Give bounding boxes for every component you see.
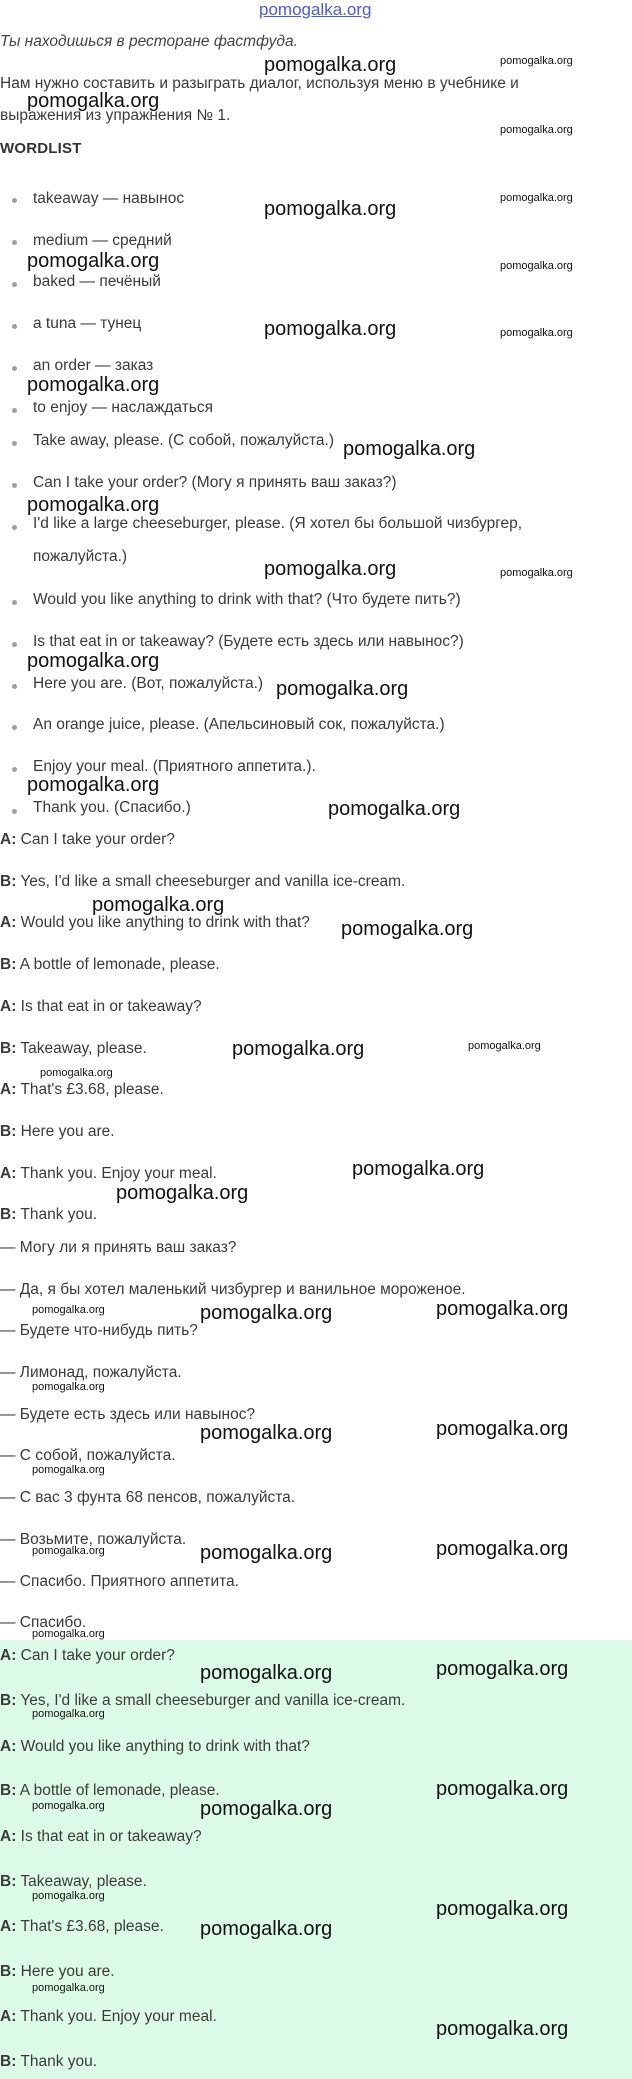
list-item: Thank you. (Спасибо.) bbox=[33, 799, 191, 816]
task-title: Ты находишься в ресторане фастфуда. bbox=[0, 33, 298, 50]
bullet bbox=[12, 767, 17, 772]
watermark: pomogalka.org bbox=[32, 1890, 105, 1902]
translation-line: — Могу ли я принять ваш заказ? bbox=[0, 1239, 237, 1256]
bullet bbox=[12, 483, 17, 488]
bullet bbox=[12, 408, 17, 413]
dialogue-line: A: Is that eat in or takeaway? bbox=[0, 998, 202, 1015]
translation-line: — Спасибо. Приятного аппетита. bbox=[0, 1573, 239, 1590]
watermark: pomogalka.org bbox=[27, 250, 160, 272]
watermark: pomogalka.org bbox=[436, 2018, 569, 2040]
watermark: pomogalka.org bbox=[200, 1662, 333, 1684]
list-item: Would you like anything to drink with that? (Что будете пить?) bbox=[33, 591, 461, 608]
bullet bbox=[12, 684, 17, 689]
watermark: pomogalka.org bbox=[32, 1304, 105, 1316]
translation-line: — С вас 3 фунта 68 пенсов, пожалуйста. bbox=[0, 1489, 296, 1506]
dialogue-line: B: Here you are. bbox=[0, 1123, 115, 1140]
watermark: pomogalka.org bbox=[436, 1538, 569, 1560]
watermark: pomogalka.org bbox=[341, 918, 474, 940]
watermark: pomogalka.org bbox=[200, 1302, 333, 1324]
dialogue-line: B: Thank you. bbox=[0, 2053, 98, 2070]
watermark: pomogalka.org bbox=[232, 1038, 365, 1060]
bullet bbox=[12, 198, 17, 203]
translation-line: — Возьмите, пожалуйста. bbox=[0, 1531, 187, 1548]
bullet bbox=[12, 525, 17, 530]
dialogue-line: A: Would you like anything to drink with that? bbox=[0, 914, 310, 931]
watermark: pomogalka.org bbox=[200, 1798, 333, 1820]
watermark: pomogalka.org bbox=[500, 124, 573, 136]
translation-line: — Спасибо. bbox=[0, 1614, 87, 1631]
dialogue-line: A: Would you like anything to drink with that? bbox=[0, 1738, 310, 1755]
watermark: pomogalka.org bbox=[468, 1040, 541, 1052]
translation-line: — Будете что-нибудь пить? bbox=[0, 1322, 198, 1339]
list-item-continuation: пожалуйста.) bbox=[33, 548, 128, 565]
translation-line: — С собой, пожалуйста. bbox=[0, 1447, 176, 1464]
watermark: pomogalka.org bbox=[352, 1158, 485, 1180]
bullet bbox=[12, 366, 17, 371]
site-link[interactable]: pomogalka.org bbox=[259, 0, 372, 19]
watermark: pomogalka.org bbox=[27, 650, 160, 672]
watermark: pomogalka.org bbox=[436, 1298, 569, 1320]
watermark: pomogalka.org bbox=[436, 1658, 569, 1680]
list-item: a tuna — тунец bbox=[33, 315, 142, 332]
list-item: Can I take your order? (Могу я принять ваш заказ?) bbox=[33, 474, 397, 491]
list-item: Take away, please. (С собой, пожалуйста.) bbox=[33, 432, 335, 449]
dialogue-line: B: Yes, I'd like a small cheeseburger and vanilla ice-cream. bbox=[0, 873, 406, 890]
watermark: pomogalka.org bbox=[500, 260, 573, 272]
dialogue-line: B: Takeaway, please. bbox=[0, 1040, 147, 1057]
bullet bbox=[12, 809, 17, 814]
dialogue-line: B: A bottle of lemonade, please. bbox=[0, 1782, 220, 1799]
watermark: pomogalka.org bbox=[27, 374, 160, 396]
dialogue-line: A: Thank you. Enjoy your meal. bbox=[0, 2008, 217, 2025]
list-item: Here you are. (Вот, пожалуйста.) bbox=[33, 675, 264, 692]
watermark: pomogalka.org bbox=[328, 798, 461, 820]
list-item: an order — заказ bbox=[33, 357, 154, 374]
watermark: pomogalka.org bbox=[436, 1898, 569, 1920]
bullet bbox=[12, 725, 17, 730]
watermark: pomogalka.org bbox=[436, 1778, 569, 1800]
watermark: pomogalka.org bbox=[343, 438, 476, 460]
watermark: pomogalka.org bbox=[92, 894, 225, 916]
translation-line: — Будете есть здесь или навынос? bbox=[0, 1406, 256, 1423]
list-item: Enjoy your meal. (Приятного аппетита.). bbox=[33, 758, 316, 775]
watermark: pomogalka.org bbox=[32, 1800, 105, 1812]
dialogue-line: A: Thank you. Enjoy your meal. bbox=[0, 1165, 217, 1182]
list-item: takeaway — навынос bbox=[33, 190, 185, 207]
watermark: pomogalka.org bbox=[32, 1545, 105, 1557]
watermark: pomogalka.org bbox=[276, 678, 409, 700]
watermark: pomogalka.org bbox=[264, 198, 397, 220]
task-text-line1: Нам нужно составить и разыграть диалог, используя меню в учебнике и bbox=[0, 75, 519, 92]
watermark: pomogalka.org bbox=[27, 90, 160, 112]
dialogue-line: A: That's £3.68, please. bbox=[0, 1081, 164, 1098]
watermark: pomogalka.org bbox=[200, 1422, 333, 1444]
watermark: pomogalka.org bbox=[264, 318, 397, 340]
bullet bbox=[12, 240, 17, 245]
dialogue-line: A: That's £3.68, please. bbox=[0, 1918, 164, 1935]
watermark: pomogalka.org bbox=[200, 1918, 333, 1940]
watermark: pomogalka.org bbox=[32, 1982, 105, 1994]
dialogue-line: B: Here you are. bbox=[0, 1963, 115, 1980]
watermark: pomogalka.org bbox=[32, 1628, 105, 1640]
bullet bbox=[12, 600, 17, 605]
dialogue-line: B: Yes, I'd like a small cheeseburger and vanilla ice-cream. bbox=[0, 1692, 406, 1709]
dialogue-line: B: Takeaway, please. bbox=[0, 1873, 147, 1890]
translation-line: — Лимонад, пожалуйста. bbox=[0, 1364, 182, 1381]
watermark: pomogalka.org bbox=[116, 1182, 249, 1204]
list-item: medium — средний bbox=[33, 232, 172, 249]
bullet bbox=[12, 324, 17, 329]
translation-line: — Да, я бы хотел маленький чизбургер и ванильное мороженое. bbox=[0, 1281, 466, 1298]
wordlist-heading: WORDLIST bbox=[0, 140, 82, 157]
watermark: pomogalka.org bbox=[264, 54, 397, 76]
list-item: I'd like a large cheeseburger, please. (Я хотел бы большой чизбургер, bbox=[33, 515, 523, 532]
list-item: An orange juice, please. (Апельсиновый сок, пожалуйста.) bbox=[33, 716, 445, 733]
list-item: baked — печёный bbox=[33, 273, 161, 290]
list-item: to enjoy — наслаждаться bbox=[33, 399, 214, 416]
watermark: pomogalka.org bbox=[32, 1464, 105, 1476]
watermark: pomogalka.org bbox=[500, 327, 573, 339]
watermark: pomogalka.org bbox=[40, 1067, 113, 1079]
watermark: pomogalka.org bbox=[500, 192, 573, 204]
list-item: Is that eat in or takeaway? (Будете есть здесь или навынос?) bbox=[33, 633, 464, 650]
watermark: pomogalka.org bbox=[200, 1542, 333, 1564]
bullet bbox=[12, 282, 17, 287]
dialogue-line: A: Can I take your order? bbox=[0, 1647, 175, 1664]
dialogue-line: A: Can I take your order? bbox=[0, 831, 175, 848]
bullet bbox=[12, 441, 17, 446]
watermark: pomogalka.org bbox=[264, 558, 397, 580]
bullet bbox=[12, 642, 17, 647]
dialogue-line: A: Is that eat in or takeaway? bbox=[0, 1828, 202, 1845]
watermark: pomogalka.org bbox=[32, 1708, 105, 1720]
watermark: pomogalka.org bbox=[27, 494, 160, 516]
watermark: pomogalka.org bbox=[32, 1381, 105, 1393]
watermark: pomogalka.org bbox=[436, 1418, 569, 1440]
task-text-line2: выражения из упражнения № 1. bbox=[0, 107, 231, 124]
watermark: pomogalka.org bbox=[500, 55, 573, 67]
dialogue-line: B: A bottle of lemonade, please. bbox=[0, 956, 220, 973]
watermark: pomogalka.org bbox=[500, 567, 573, 579]
watermark: pomogalka.org bbox=[27, 774, 160, 796]
dialogue-line: B: Thank you. bbox=[0, 1206, 98, 1223]
